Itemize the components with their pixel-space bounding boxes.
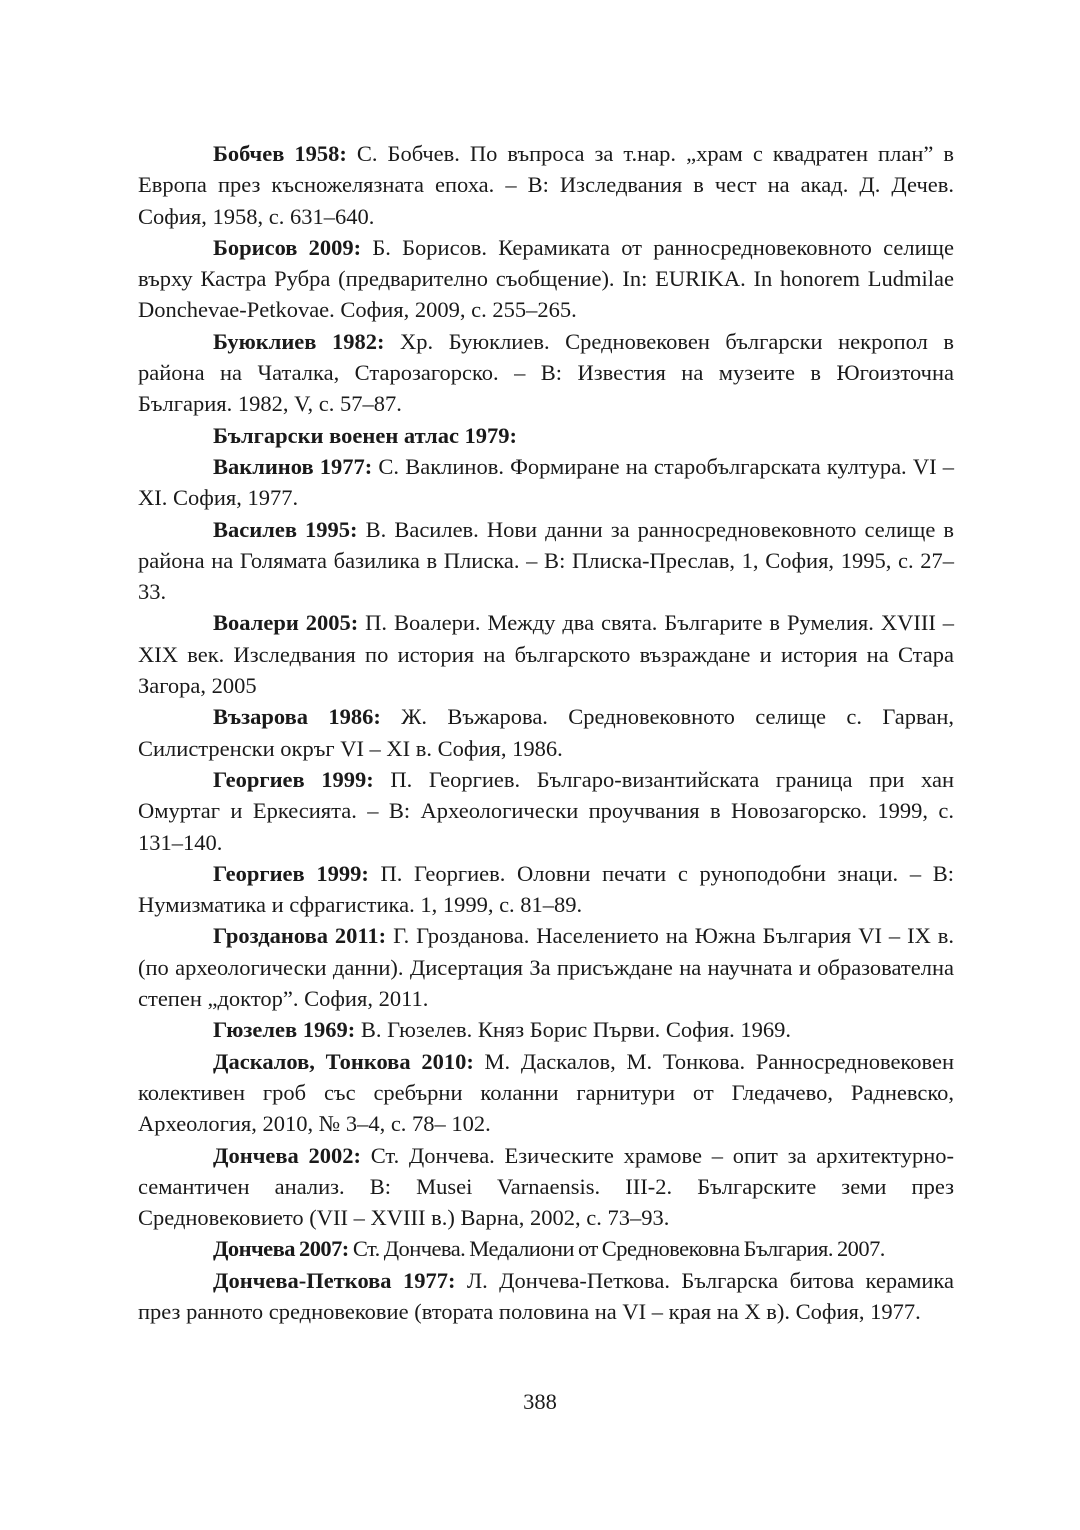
entry-text: П. Воалери. Между два свята. Българите в Румелия. XVIII – XIX век. Изследвания по история на българското възраждане и история на Стара Загора, 2005 (138, 610, 955, 699)
page-number: 388 (523, 1389, 557, 1414)
bibliography-entry (138, 420, 954, 451)
entry-key: Даскалов, Тонкова 2010: (213, 1048, 474, 1074)
entry-text: Г. Грозданова. Населението на Южна България VI – IX в. (по археологически данни). Дисертация За присъждане на научната и образователна степен „доктор”. София, 2011. (138, 923, 954, 1012)
bibliography-entry (138, 451, 954, 514)
entry-text: П. Георгиев. Българо-византийската граница при хан Омуртаг и Еркесията. – В: Археологически проучвания в Новозагорско. 1999, с. 131–140. (138, 766, 954, 855)
bibliography-entry (138, 701, 954, 764)
entry-text: Б. Борисов. Керамиката от ранносредновековното селище върху Кастра Рубра (предварително съобщение). In: EURIKA. In honorem Ludmilae Donchevae-Petkovae. София, 2009, с. 255–265. (138, 234, 954, 323)
bibliography-entry (138, 1265, 954, 1328)
entry-key: Български военен атлас 1979: (213, 422, 518, 448)
entry-key: Дончева 2007: (213, 1236, 349, 1262)
entry-key: Гюзелев 1969: (213, 1017, 356, 1043)
entry-text: М. Даскалов, М. Тонкова. Ранносредновековен колективен гроб със сребърни коланни гарнитури от Гледачево, Радневско, Археология, 2010, № 3–4, с. 78– 102. (138, 1048, 954, 1137)
entry-text: В. Гюзелев. Княз Борис Първи. София. 1969. (355, 1017, 791, 1043)
entry-key: Борисов 2009: (213, 234, 362, 260)
entry-key: Дончева 2002: (213, 1142, 361, 1168)
bibliography-entry (138, 920, 954, 1014)
entry-key: Бобчев 1958: (213, 141, 347, 166)
bibliography-entry (138, 764, 954, 858)
bibliography-entry (138, 1014, 954, 1045)
entry-text: Ст. Дончева. Езическите храмове – опит за архитектурно-семантичен анализ. В: Musei Varnaensis. III-2. Българските земи през Средновековието (VII – XVIII в.) Варна, 2002, с. 73–93. (138, 1142, 955, 1231)
bibliography-entry (138, 858, 954, 921)
bibliography-entry (138, 1140, 954, 1234)
entry-text: П. Георгиев. Оловни печати с руноподобни знаци. – В: Нумизматика и сфрагистика. 1, 1999, с. 81–89. (138, 860, 954, 918)
bibliography-entry (138, 607, 954, 701)
bibliography-entry (138, 514, 954, 608)
entry-text: В. Василев. Нови данни за ранносредновековното селище в района на Голямата базилика в Плиска. – В: Плиска-Преслав, 1, София, 1995, с. 27–33. (138, 516, 954, 605)
entry-key: Георгиев 1999: (213, 766, 374, 792)
entry-text: Ж. Въжарова. Средновековното селище с. Гарван, Силистренски окръг VI – XI в. София, 1986. (138, 704, 954, 761)
entry-text: С. Бобчев. По въпроса за т.нар. „храм с квадратен план” в Европа през късножелязната епоха. – В: Изследвания в чест на акад. Д. Дечев. София, 1958, с. 631–640. (138, 141, 954, 229)
entry-key: Буюклиев 1982: (213, 328, 385, 354)
entry-key: Воалери 2005: (213, 610, 359, 636)
entry-key: Ваклинов 1977: (213, 453, 373, 479)
entry-key: Георгиев 1999: (213, 860, 369, 886)
bibliography-entry (138, 1233, 954, 1264)
bibliography-entry (138, 1046, 954, 1140)
entry-text: Хр. Буюклиев. Средновековен български некропол в района на Чаталка, Старозагорско. – В: Известия на музеите в Югоизточна България. 1982, V, с. 57–87. (138, 328, 954, 417)
entry-key: Възарова 1986: (213, 704, 381, 730)
entry-key: Дончева-Петкова 1977: (213, 1267, 456, 1293)
bibliography-entry (138, 326, 954, 420)
entry-key: Грозданова 2011: (213, 923, 387, 949)
entry-text: С. Ваклинов. Формиране на старобългарската култура. VI – XI. София, 1977. (138, 453, 954, 511)
entry-key: Василев 1995: (213, 516, 358, 542)
entry-text: Ст. Дончева. Медалиони от Средновековна България. 2007. (348, 1236, 885, 1262)
bibliography-entry (138, 138, 954, 232)
bibliography-entry (138, 232, 954, 326)
bibliography-page (138, 138, 954, 1327)
entry-text: Л. Дончева-Петкова. Българска битова керамика през ранното средновековие (втората половина на VI – края на X в). София, 1977. (138, 1267, 955, 1324)
